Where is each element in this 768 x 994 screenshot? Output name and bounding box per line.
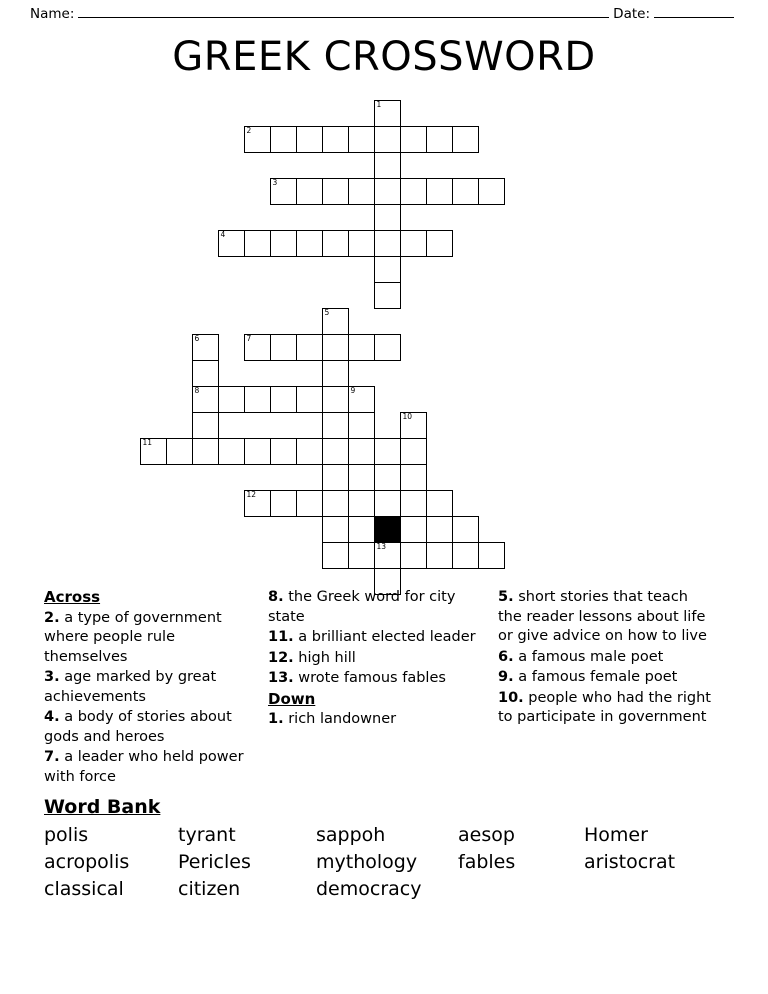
grid-cell[interactable] [348,438,375,465]
grid-cell[interactable] [322,334,349,361]
word-bank-item [584,876,714,903]
grid-cell[interactable] [374,542,401,569]
grid-cell[interactable] [218,230,245,257]
grid-cell[interactable] [452,516,479,543]
grid-cell[interactable] [374,256,401,283]
word-bank-item [458,876,584,903]
name-date-row [30,6,738,22]
word-bank-item: mythology [316,851,418,873]
word-bank-item: fables [458,851,516,873]
grid-cell[interactable] [374,100,401,127]
grid-cell[interactable] [452,542,479,569]
word-bank-item: Pericles [178,851,251,873]
word-bank-item: aristocrat [584,851,676,873]
grid-cell[interactable] [296,126,323,153]
clue-down-6: 6. a famous male poet [498,648,664,665]
grid-cell[interactable] [218,438,245,465]
word-bank-item: acropolis [44,851,130,873]
grid-cell[interactable] [296,386,323,413]
word-bank-item: classical [44,878,124,900]
grid-cell-number: 13 [376,542,387,551]
grid-cell[interactable] [452,178,479,205]
grid-cell[interactable] [322,178,349,205]
grid-cell-number: 2 [246,126,252,135]
grid-cell[interactable] [426,126,453,153]
grid-cell[interactable] [218,386,245,413]
grid-cell[interactable] [452,126,479,153]
grid-cell[interactable] [322,230,349,257]
grid-cell[interactable] [270,126,297,153]
word-bank-item: tyrant [178,824,236,846]
grid-cell-number: 5 [324,308,330,317]
grid-cell[interactable] [270,178,297,205]
clue-across-4: 4. a body of stories about gods and heroes [44,709,232,745]
grid-cell[interactable] [400,126,427,153]
clue-down-9: 9. a famous female poet [498,669,678,685]
clue-across-12: 12. high hill [268,649,356,666]
grid-cell[interactable] [270,334,297,361]
clue-across-3: 3. age marked by great achievements [44,669,217,705]
grid-cell[interactable] [400,230,427,257]
grid-cell[interactable] [296,230,323,257]
grid-cell[interactable] [426,230,453,257]
grid-cell[interactable] [348,490,375,517]
grid-cell[interactable] [426,542,453,569]
page-title: GREEK CROSSWORD [172,34,596,80]
grid-cell[interactable] [270,438,297,465]
grid-cell[interactable] [400,178,427,205]
clue-down-1: 1. rich landowner [268,711,397,727]
grid-cell[interactable] [348,230,375,257]
grid-cell-number: 4 [220,230,226,239]
word-bank-item: Homer [584,824,648,846]
grid-cell[interactable] [270,230,297,257]
grid-cell[interactable] [400,412,427,439]
grid-cell[interactable] [270,386,297,413]
grid-cell[interactable] [192,438,219,465]
grid-cell[interactable] [322,308,349,335]
name-blank-line[interactable] [78,17,609,18]
grid-cell-number: 8 [194,386,200,395]
grid-cell[interactable] [244,334,271,361]
grid-cell[interactable] [244,438,271,465]
date-label: Date: [613,6,650,22]
grid-cell[interactable] [348,516,375,543]
grid-cell[interactable] [322,516,349,543]
clue-across-8: 8. the Greek word for city state [268,589,456,625]
grid-cell-number: 6 [194,334,200,343]
grid-cell[interactable] [322,386,349,413]
grid-cell[interactable] [192,386,219,413]
word-bank-item: polis [44,824,89,846]
grid-cell[interactable] [270,490,297,517]
grid-cell[interactable] [478,542,505,569]
clue-across-7: 7. a leader who held power with force [44,749,244,785]
date-blank-line[interactable] [654,17,734,18]
grid-cell[interactable] [426,178,453,205]
clues-section [0,588,768,788]
grid-cell[interactable] [244,230,271,257]
clue-across-11: 11. a brilliant elected leader [268,629,476,645]
grid-cell[interactable] [322,360,349,387]
grid-cell[interactable] [400,542,427,569]
word-bank-row [44,849,724,876]
grid-cell[interactable] [322,126,349,153]
clue-down-10: 10. people who had the right to participate in government [498,689,711,725]
word-bank-item: democracy [316,878,422,900]
crossword-grid[interactable] [0,98,768,588]
grid-cell[interactable] [400,464,427,491]
grid-cell[interactable] [348,386,375,413]
grid-cell[interactable] [374,490,401,517]
grid-cell[interactable] [322,464,349,491]
grid-cell[interactable] [478,178,505,205]
grid-cell-number: 10 [402,412,413,421]
grid-cell[interactable] [348,126,375,153]
clues-column-2 [268,588,483,731]
grid-cell[interactable] [348,412,375,439]
word-bank-title: Word Bank [44,796,161,818]
grid-cell[interactable] [374,152,401,179]
grid-cell[interactable] [322,438,349,465]
down-heading: Down [268,689,316,708]
word-bank-row [44,822,724,849]
grid-cell[interactable] [296,438,323,465]
grid-cell[interactable] [348,178,375,205]
grid-cell[interactable] [348,334,375,361]
grid-cell[interactable] [348,542,375,569]
grid-cell[interactable] [244,126,271,153]
grid-cell[interactable] [192,412,219,439]
grid-cell[interactable] [296,490,323,517]
grid-cell[interactable] [244,386,271,413]
grid-cell[interactable] [374,282,401,309]
grid-cell-number: 1 [376,100,382,109]
clue-across-2: 2. a type of government where people rule themselves [44,609,222,665]
across-heading: Across [44,588,101,606]
grid-cell[interactable] [192,334,219,361]
grid-cell[interactable] [426,490,453,517]
grid-cell[interactable] [192,360,219,387]
grid-cell-number: 3 [272,178,278,187]
clue-across-13: 13. wrote famous fables [268,670,446,686]
word-bank-item: aesop [458,824,515,846]
clue-down-5: 5. short stories that teach the reader lessons about life or give advice on how to live [498,589,707,644]
grid-cell[interactable] [296,178,323,205]
clues-column-1 [44,588,254,788]
grid-cell[interactable] [348,464,375,491]
grid-cell[interactable] [244,490,271,517]
grid-cell[interactable] [374,438,401,465]
grid-cell[interactable] [400,490,427,517]
word-bank-row [44,876,724,903]
grid-cell[interactable] [400,516,427,543]
grid-cell[interactable] [322,490,349,517]
grid-cell[interactable] [322,412,349,439]
grid-cell-number: 9 [350,386,356,395]
word-bank [44,822,724,903]
grid-cell[interactable] [400,438,427,465]
word-bank-item: citizen [178,878,241,900]
grid-cell-number: 7 [246,334,252,343]
grid-cell[interactable] [374,204,401,231]
name-label: Name: [30,6,75,22]
grid-cell-number: 12 [246,490,257,499]
grid-cell[interactable] [374,178,401,205]
grid-cell[interactable] [166,438,193,465]
grid-cell-blocked [374,516,401,543]
grid-cell-number: 11 [142,438,153,447]
clues-column-3 [498,588,713,729]
grid-cell[interactable] [374,126,401,153]
grid-cell[interactable] [296,334,323,361]
grid-cell[interactable] [140,438,167,465]
grid-cell[interactable] [426,516,453,543]
grid-cell[interactable] [374,334,401,361]
grid-cell[interactable] [322,542,349,569]
grid-cell[interactable] [374,230,401,257]
word-bank-item: sappoh [316,824,386,846]
